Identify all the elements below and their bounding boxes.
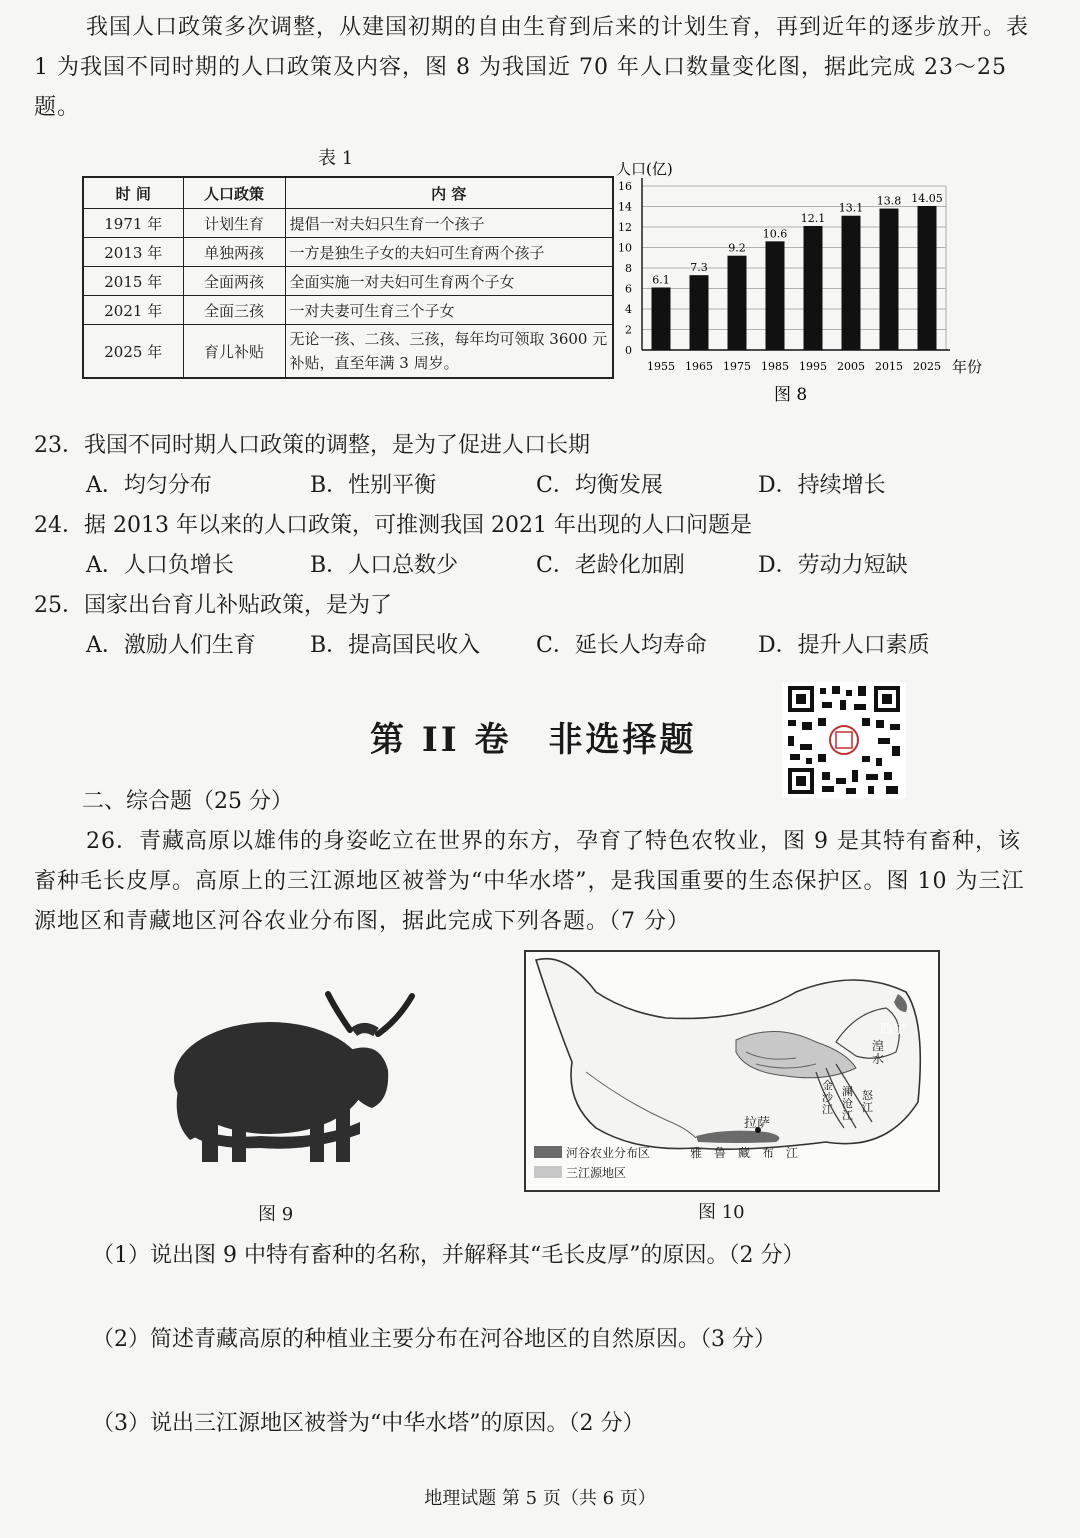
table-cell: 一对夫妻可生育三个子女 xyxy=(285,296,613,325)
sub-question-3: （3）说出三江源地区被誉为“中华水塔”的原因。（2 分） xyxy=(92,1411,645,1436)
question-23-options xyxy=(86,468,886,499)
table-header-cell: 内 容 xyxy=(285,177,613,209)
bar-value-label: 13.1 xyxy=(838,201,864,215)
table-cell: 1971 年 xyxy=(83,209,183,238)
map-label-river-b: 澜沧江 xyxy=(842,1085,853,1122)
bar-value-label: 7.3 xyxy=(690,261,708,275)
table-cell: 2013 年 xyxy=(83,238,183,267)
table-cell: 2021 年 xyxy=(83,296,183,325)
map-figure-10 xyxy=(524,950,940,1192)
map-label-huangshui: 湟水 xyxy=(872,1039,885,1066)
sub-question-2: （2）简述青藏高原的种植业主要分布在河谷地区的自然原因。（3 分） xyxy=(92,1327,776,1352)
x-tick-label: 1985 xyxy=(761,360,789,373)
table-cell: 一方是独生子女的夫妇可生育两个孩子 xyxy=(285,238,613,267)
bar xyxy=(918,206,937,350)
table-cell: 2025 年 xyxy=(83,325,183,379)
y-tick-label: 14 xyxy=(618,200,632,214)
option-b: B．提高国民收入 xyxy=(310,633,481,658)
x-tick-label: 2015 xyxy=(875,360,903,373)
table-caption: 表 1 xyxy=(318,148,354,169)
qr-code-image xyxy=(782,682,906,798)
bar-value-label: 10.6 xyxy=(762,227,788,241)
question-25-options xyxy=(86,628,930,659)
table-cell: 全面三孩 xyxy=(183,296,285,325)
bar-value-label: 12.1 xyxy=(800,211,826,225)
bar-value-label: 6.1 xyxy=(652,273,670,287)
option-a: A．人口负增长 xyxy=(86,553,234,578)
table-row xyxy=(83,238,613,267)
x-tick-label: 2025 xyxy=(913,360,941,373)
yak-image xyxy=(150,990,426,1176)
section-heading: 二、综合题（25 分） xyxy=(82,789,293,814)
policy-table xyxy=(82,176,614,379)
y-tick-label: 0 xyxy=(625,344,632,357)
bar-value-label: 13.8 xyxy=(876,194,902,208)
x-tick-label: 2005 xyxy=(837,360,865,373)
question-24-options xyxy=(86,548,908,579)
y-tick-label: 12 xyxy=(618,221,632,234)
table-cell: 全面实施一对夫妇可生育两个子女 xyxy=(285,267,613,296)
x-axis-label: 年份 xyxy=(952,358,983,376)
bar xyxy=(652,287,671,350)
x-tick-label: 1965 xyxy=(685,360,713,373)
y-tick-label: 16 xyxy=(618,180,632,193)
map-label-xining: 西宁 xyxy=(880,1022,907,1037)
legend-swatch-sanjiangyuan xyxy=(534,1166,562,1178)
question-23-stem: 23．我国不同时期人口政策的调整，是为了促进人口长期 xyxy=(34,433,590,458)
legend-swatch-valley xyxy=(534,1146,562,1158)
option-d: D．劳动力短缺 xyxy=(758,553,908,578)
y-tick-label: 4 xyxy=(625,303,632,316)
question-25-stem: 25．国家出台育儿补贴政策，是为了 xyxy=(34,593,392,618)
bar xyxy=(880,209,899,350)
option-a: A．均匀分布 xyxy=(86,473,212,498)
x-tick-label: 1955 xyxy=(647,360,675,373)
table-cell: 计划生育 xyxy=(183,209,285,238)
option-a: A．激励人们生育 xyxy=(86,633,256,658)
table-row xyxy=(83,267,613,296)
y-tick-label: 6 xyxy=(625,282,632,296)
option-b: B．人口总数少 xyxy=(310,553,459,578)
population-bar-chart xyxy=(612,154,1002,410)
table-cell: 2015 年 xyxy=(83,267,183,296)
table-cell: 育儿补贴 xyxy=(183,325,285,379)
x-tick-label: 1975 xyxy=(723,360,751,373)
sub-question-1: （1）说出图 9 中特有畜种的名称，并解释其“毛长皮厚”的原因。（2 分） xyxy=(92,1243,805,1268)
figure-10-caption: 图 10 xyxy=(698,1202,745,1223)
bar xyxy=(690,275,709,350)
option-c: C．延长人均寿命 xyxy=(536,633,707,658)
bar-value-label: 9.2 xyxy=(728,241,746,255)
figure-9-caption: 图 9 xyxy=(258,1204,294,1225)
table-cell: 单独两孩 xyxy=(183,238,285,267)
page-footer: 地理试题 第 5 页（共 6 页） xyxy=(424,1488,656,1509)
table-header-cell: 人口政策 xyxy=(183,177,285,209)
map-label-river-a: 金沙江 xyxy=(822,1079,833,1116)
table-row xyxy=(83,325,613,379)
x-tick-label: 1995 xyxy=(799,360,827,373)
legend-label-valley: 河谷农业分布区 xyxy=(566,1146,651,1160)
bar xyxy=(842,216,861,350)
map-label-yarlung: 雅鲁藏布江 xyxy=(690,1146,811,1160)
question-24-stem: 24．据 2013 年以来的人口政策，可推测我国 2021 年出现的人口问题是 xyxy=(34,513,752,538)
y-tick-label: 2 xyxy=(625,323,632,337)
legend-label-sanjiangyuan: 三江源地区 xyxy=(566,1166,627,1180)
question-26-stem: 26．青藏高原以雄伟的身姿屹立在世界的东方，孕育了特色农牧业，图 9 是其特有畜种，该畜种毛长皮厚。高原上的三江源地区被誉为“中华水塔”，是我国重要的生态保护区。图 10 为三江源地区和青藏地区河谷农业分布图，据此完成下列各题。（7 分） xyxy=(34,829,1025,934)
bar-value-label: 14.05 xyxy=(911,191,943,205)
table-row xyxy=(83,209,613,238)
option-c: C．均衡发展 xyxy=(536,473,663,498)
table-cell: 全面两孩 xyxy=(183,267,285,296)
option-d: D．持续增长 xyxy=(758,473,886,498)
y-axis-label: 人口(亿) xyxy=(616,160,673,178)
option-b: B．性别平衡 xyxy=(310,473,437,498)
table-header-cell: 时 间 xyxy=(83,177,183,209)
bar xyxy=(804,226,823,350)
section-title: 第 II 卷 非选择题 xyxy=(370,720,697,760)
map-label-lasa: 拉萨 xyxy=(744,1116,771,1131)
bar xyxy=(766,241,785,350)
option-c: C．老龄化加剧 xyxy=(536,553,685,578)
y-tick-label: 8 xyxy=(625,262,632,275)
map-label-river-c: 怒江 xyxy=(862,1089,873,1114)
chart-caption: 图 8 xyxy=(774,385,808,405)
y-tick-label: 10 xyxy=(618,241,632,255)
bar xyxy=(728,256,747,350)
table-cell: 无论一孩、二孩、三孩，每年均可领取 3600 元补贴，直至年满 3 周岁。 xyxy=(285,325,613,379)
intro-paragraph: 我国人口政策多次调整，从建国初期的自由生育到后来的计划生育，再到近年的逐步放开。表 1 为我国不同时期的人口政策及内容，图 8 为我国近 70 年人口数量变化图，据此完成 23～25 题。 xyxy=(34,15,1030,120)
table-header-row xyxy=(83,177,613,209)
table-row xyxy=(83,296,613,325)
table-cell: 提倡一对夫妇只生育一个孩子 xyxy=(285,209,613,238)
option-d: D．提升人口素质 xyxy=(758,633,930,658)
